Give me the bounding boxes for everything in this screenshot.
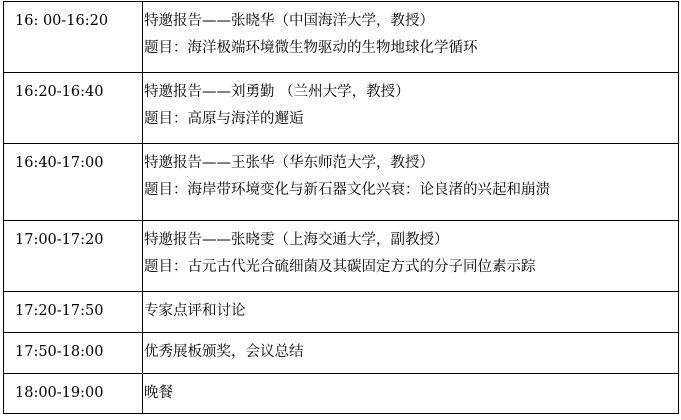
time-slot: 17:50-18:00 bbox=[15, 344, 104, 360]
table-row bbox=[4, 374, 679, 414]
time-cell bbox=[4, 144, 143, 221]
agenda-item: 晚餐 bbox=[144, 385, 173, 401]
time-slot: 17:20-17:50 bbox=[15, 303, 104, 319]
content-cell bbox=[143, 333, 679, 374]
time-slot: 16:40-17:00 bbox=[15, 155, 104, 171]
content-cell bbox=[143, 292, 679, 333]
time-slot: 16:20-16:40 bbox=[15, 84, 104, 100]
speaker-line: 特邀报告——张晓华（中国海洋大学，教授） bbox=[144, 13, 434, 29]
time-cell bbox=[4, 333, 143, 374]
table-row bbox=[4, 2, 679, 73]
time-slot: 17:00-17:20 bbox=[15, 232, 104, 248]
speaker-line: 特邀报告——张晓雯（上海交通大学，副教授） bbox=[144, 232, 449, 248]
talk-title-line: 题目：古元古代光合硫细菌及其碳固定方式的分子同位素示踪 bbox=[144, 259, 536, 275]
speaker-line: 特邀报告——王张华（华东师范大学，教授） bbox=[144, 155, 434, 171]
agenda-item: 专家点评和讨论 bbox=[144, 303, 246, 319]
content-cell bbox=[143, 2, 679, 73]
table-row bbox=[4, 221, 679, 292]
table-row bbox=[4, 144, 679, 221]
time-cell bbox=[4, 374, 143, 414]
content-cell bbox=[143, 374, 679, 414]
talk-title-line: 题目：高原与海洋的邂逅 bbox=[144, 111, 304, 127]
content-cell bbox=[143, 144, 679, 221]
table-row bbox=[4, 333, 679, 374]
table-row bbox=[4, 292, 679, 333]
content-cell bbox=[143, 73, 679, 144]
content-cell bbox=[143, 221, 679, 292]
time-cell bbox=[4, 2, 143, 73]
talk-title-line: 题目：海岸带环境变化与新石器文化兴衰：论良渚的兴起和崩溃 bbox=[144, 182, 550, 198]
time-slot: 18:00-19:00 bbox=[15, 385, 104, 401]
speaker-line: 特邀报告——刘勇勤 （兰州大学，教授） bbox=[144, 84, 410, 100]
time-slot: 16: 00-16:20 bbox=[15, 13, 109, 29]
time-cell bbox=[4, 221, 143, 292]
table-row bbox=[4, 73, 679, 144]
time-cell bbox=[4, 73, 143, 144]
schedule-table bbox=[3, 1, 679, 414]
talk-title-line: 题目：海洋极端环境微生物驱动的生物地球化学循环 bbox=[144, 40, 478, 56]
agenda-item: 优秀展板颁奖，会议总结 bbox=[144, 344, 304, 360]
time-cell bbox=[4, 292, 143, 333]
